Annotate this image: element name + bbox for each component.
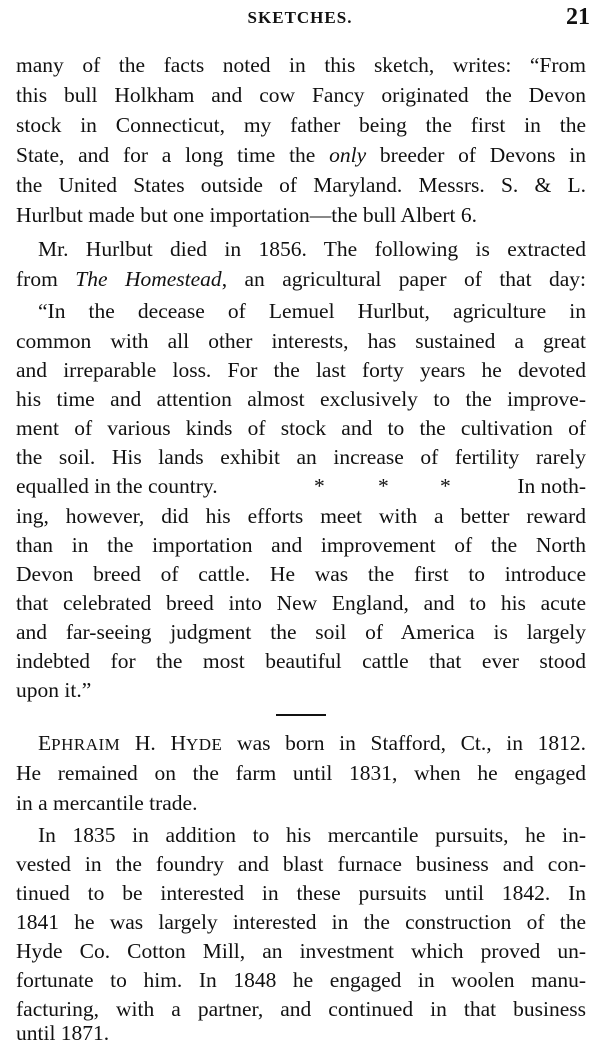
text-line: the soil. His lands exhibit an increase of fertility rarely [16,445,586,469]
text-line: Mr. Hurlbut died in 1856. The following is extracted [38,237,586,261]
section-divider [276,714,326,716]
text-line: his time and attention almost exclusively to the improve- [16,387,586,411]
name-initial: E [38,731,52,755]
text-line: until 1871. [16,1021,110,1045]
page-number: 21 [566,4,590,30]
ellipsis-asterisk: * [378,474,389,498]
text-line: Devon breed of cattle. He was the first to introduce [16,562,586,586]
text-line: indebted for the most beautiful cattle that ever stood [16,649,586,673]
text-line: vested in the foundry and blast furnace business and con- [16,852,586,876]
running-head-title: SKETCHES. [247,8,353,27]
text-span: breeder of Devons in [366,143,586,167]
text-line: In 1835 in addition to his mercantile pursuits, he in- [38,823,586,847]
publication-title: The Homestead [75,267,222,291]
text-line [38,730,586,758]
text-line: in a mercantile trade. [16,791,198,815]
italic-emphasis: only [329,143,367,167]
name-initial: H [170,731,186,755]
ellipsis-asterisk: * [440,474,451,498]
text-line: the United States outside of Maryland. Messrs. S. & L. [16,173,586,197]
text-span: , an agricultural paper of that day: [221,267,587,291]
text-line: fortunate to him. In 1848 he engaged in woolen manu- [16,968,586,992]
text-span: In noth- [517,474,586,498]
text-line: 1841 he was largely interested in the construction of the [16,910,586,934]
text-line [16,266,586,292]
text-span: was born in Stafford, Ct., in 1812. [222,731,587,755]
text-line [16,473,586,499]
text-line: stock in Connecticut, my father being the first in the [16,113,586,137]
text-line: tinued to be interested in these pursuits until 1842. In [16,881,586,905]
person-name [38,731,222,755]
name-small-caps: PHRAIM [51,735,121,754]
text-line: this bull Holkham and cow Fancy originated the Devon [16,83,586,107]
text-line: and irreparable loss. For the last forty years he devoted [16,358,586,382]
text-line: and far-seeing judgment the soil of America is largely [16,620,586,644]
text-line: common with all other interests, has sustained a great [16,329,586,353]
text-line: ment of various kinds of stock and to the cultivation of [16,416,586,440]
text-line: Hurlbut made but one importation—the bull Albert 6. [16,203,477,227]
text-line [16,142,586,168]
text-line: facturing, with a partner, and continued in that business [16,997,586,1021]
text-line: upon it.” [16,678,92,702]
text-line: ing, however, did his efforts meet with a better reward [16,504,586,528]
running-head [0,4,600,34]
name-small-caps: YDE [185,735,223,754]
text-line: “In the decease of Lemuel Hurlbut, agriculture in [38,299,586,323]
text-span: from [16,267,76,291]
text-line: He remained on the farm until 1831, when he engaged [16,761,586,785]
text-line: many of the facts noted in this sketch, writes: “From [16,53,586,77]
text-line: Hyde Co. Cotton Mill, an investment which proved un- [16,939,586,963]
text-span: State, and for a long time the [16,143,330,167]
text-line: that celebrated breed into New England, and to his acute [16,591,586,615]
ellipsis-asterisk: * [314,474,325,498]
name-middle: H. [120,731,171,755]
text-span: equalled in the country. [16,474,218,498]
text-line: than in the importation and improvement of the North [16,533,586,557]
